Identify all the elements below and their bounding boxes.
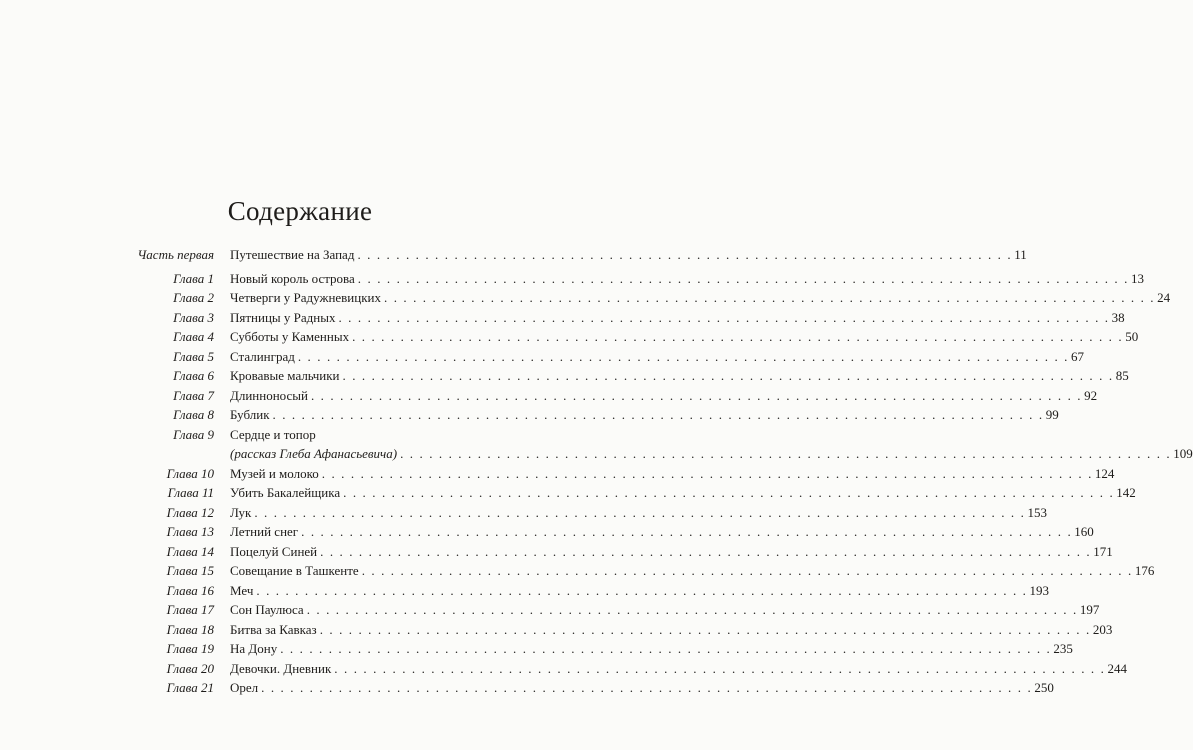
chapter-label: Глава 3 [173,309,214,325]
chapter-page-number: 244 [1107,660,1127,676]
part-page-number: 11 [1014,247,1027,262]
chapter-label: Глава 8 [173,407,214,422]
chapter-entry [230,639,1073,659]
toc-chapter-row [120,503,1047,523]
leader-dots: . . . . . . . . . . . . . . . . . . . . . . . . . . . . . . . . . . . . . . . . . . . . . . . . . . . . . . . . . . . . . . . . . . . . . . . . . . . . . . . . [301,524,1073,539]
chapter-title: Субботы у Каменных [230,329,350,344]
leader-dots: . . . . . . . . . . . . . . . . . . . . . . . . . . . . . . . . . . . . . . . . . . . . . . . . . . . . . . . . . . . . . . . . . . . . . . . . . . . . . . . . [400,446,1172,461]
chapter-entry [230,561,1155,581]
chapter-label: Глава 10 [166,465,214,481]
leader-dots: . . . . . . . . . . . . . . . . . . . . . . . . . . . . . . . . . . . . . . . . . . . . . . . . . . . . . . . . . . . . . . . . . . . . . . . . . . . . . . . . [334,660,1106,676]
chapter-title: Пятницы у Радных [230,309,336,325]
leader-dots: . . . . . . . . . . . . . . . . . . . . . . . . . . . . . . . . . . . . . . . . . . . . . . . . . . . . . . . . . . . . . . . . . . . . . . . . . . . . . . . . [297,348,1069,364]
chapter-label: Глава 14 [166,543,214,559]
chapter-page-number: 85 [1115,368,1129,383]
toc-chapter-row [120,522,1094,542]
leader-dots: . . . . . . . . . . . . . . . . . . . . . . . . . . . . . . . . . . . . . . . . . . . . . . . . . . . . . . . . . . . . . . . . . . . . . . . . . . . . . . . . [254,504,1026,520]
chapter-page-number: 67 [1071,348,1084,364]
toc-chapter-row [120,366,1129,386]
toc-chapter-row [120,600,1100,620]
toc-part-row [120,245,1027,265]
chapter-title: Девочки. Дневник [230,660,332,676]
toc-chapter-row [120,464,1115,484]
chapter-title: Орел [230,680,259,695]
toc-chapter-row [120,620,1113,640]
chapter-page-number: 193 [1029,582,1050,598]
chapter-entry [230,522,1094,542]
chapter-entry [230,464,1115,484]
leader-dots: . . . . . . . . . . . . . . . . . . . . . . . . . . . . . . . . . . . . . . . . . . . . . . . . . . . . . . . . . . . . . . . . . . . . . . . . . . . . . . . . [261,680,1033,695]
chapter-page-number: 203 [1092,621,1113,637]
chapter-label: Глава 2 [173,290,214,305]
toc-chapter-row [120,483,1136,503]
leader-dots: . . . . . . . . . . . . . . . . . . . . . . . . . . . . . . . . . . . . . . . . . . . . . . . . . . . . . . . . . . . . . . . . . . . . . . . . . . . . . . . . [321,465,1093,481]
chapter-label: Глава 18 [166,621,214,637]
chapter-label: Глава 5 [173,348,214,364]
leader-dots: . . . . . . . . . . . . . . . . . . . . . . . . . . . . . . . . . . . . . . . . . . . . . . . . . . . . . . . . . . . . . . . . . . . . . . . . . . . . . . . . [352,329,1124,344]
toc-chapter-row [120,561,1155,581]
chapter-label: Глава 21 [166,680,214,695]
toc-chapter-row [120,269,1144,289]
leader-dots: . . . . . . . . . . . . . . . . . . . . . . . . . . . . . . . . . . . . . . . . . . . . . . . . . . . . . . . . . . . . . . . . . . . . . . . . . . . . . . . . [384,290,1156,305]
toc-chapter-row [120,581,1050,601]
chapter-label: Глава 13 [166,524,214,539]
chapter-entry [230,444,1193,464]
chapter-page-number: 92 [1084,387,1098,403]
chapter-label: Глава 15 [166,563,214,578]
chapter-title: Длинноносый [230,387,308,403]
toc-chapter-row [120,386,1098,406]
chapter-page-number: 235 [1053,641,1073,656]
chapter-entry [230,405,1059,425]
chapter-page-number: 160 [1074,524,1094,539]
toc-chapter-row [120,542,1113,562]
toc-chapter-row [120,327,1139,347]
chapter-entry [230,327,1139,347]
chapter-title: Совещание в Ташкенте [230,563,359,578]
chapter-page-number: 250 [1034,680,1054,695]
leader-dots: . . . . . . . . . . . . . . . . . . . . . . . . . . . . . . . . . . . . . . . . . . . . . . . . . . . . . . . . . . . . . . . . . . . . . . . . . . . . . . . . [338,309,1110,325]
chapter-label: Глава 19 [166,641,214,656]
chapter-title: Новый король острова [230,270,355,286]
chapter-label: Глава 20 [166,660,214,676]
chapter-label: Глава 6 [173,368,214,383]
chapter-title: Бублик [230,407,270,422]
chapter-page-number: 197 [1079,602,1100,617]
chapter-entry [230,600,1100,620]
leader-dots: . . . . . . . . . . . . . . . . . . . . . . . . . . . . . . . . . . . . . . . . . . . . . . . . . . . . . . . . . . . . . . . . . . . . . . . . . . . . . . . . [256,582,1028,598]
chapter-label: Глава 11 [167,485,214,500]
part-entry [230,245,1027,265]
chapter-title: Меч [230,582,254,598]
chapter-entry [230,659,1127,679]
chapter-entry [230,581,1050,601]
chapter-label: Глава 9 [173,426,214,442]
chapter-subtitle: (рассказ Глеба Афанасьевича) [230,446,398,461]
toc-chapter-row [120,425,480,445]
chapter-label: Глава 12 [166,504,214,520]
leader-dots: . . . . . . . . . . . . . . . . . . . . . . . . . . . . . . . . . . . . . . . . . . . . . . . . . . . . . . . . . . . . . . . . . . . . . . . . . . . . . . . . [310,387,1083,403]
chapter-title: Убить Бакалейщика [230,485,341,500]
chapter-title: Лук [230,504,252,520]
leader-dots: . . . . . . . . . . . . . . . . . . . . . . . . . . . . . . . . . . . . . . . . . . . . . . . . . . . . . . . . . . . . . . . . . . . . . . . . . . . . . . . . [357,270,1129,286]
chapter-entry [230,386,1098,406]
chapter-label: Глава 16 [166,582,214,598]
chapter-title: Кровавые мальчики [230,368,340,383]
chapter-entry [230,366,1129,386]
chapter-entry [230,425,480,445]
chapter-title: Сердце и топор [230,426,316,442]
toc-chapter-row [120,659,1127,679]
chapter-title: Поцелуй Синей [230,543,318,559]
leader-dots: . . . . . . . . . . . . . . . . . . . . . . . . . . . . . . . . . . . . . . . . . . . . . . . . . . . . . . . . . . . . . . . . . . . . . . . . . . . . . . . . [342,368,1114,383]
toc-chapter-row [120,288,1171,308]
chapter-page-number: 153 [1027,504,1047,520]
part-label: Часть первая [137,247,214,262]
chapter-page-number: 50 [1125,329,1139,344]
chapter-title: Сталинград [230,348,295,364]
part-title: Путешествие на Запад [230,247,355,262]
leader-dots: . . . . . . . . . . . . . . . . . . . . . . . . . . . . . . . . . . . . . . . . . . . . . . . . . . . . . . . . . . . . . . . . . . . . . . . . . . . . . . . . [320,543,1092,559]
chapter-page-number: 13 [1130,270,1144,286]
chapter-entry [230,288,1171,308]
chapter-page-number: 176 [1134,563,1155,578]
chapter-entry [230,269,1144,289]
chapter-entry [230,678,1054,698]
chapter-title: Четверги у Радужневицких [230,290,381,305]
chapter-title: Музей и молоко [230,465,319,481]
toc-chapter-row [120,444,1193,464]
leader-dots: . . . . . . . . . . . . . . . . . . . . . . . . . . . . . . . . . . . . . . . . . . . . . . . . . . . . . . . . . . . . . . . . . . . . . . . . . . . . . . . . [280,641,1052,656]
leader-dots: . . . . . . . . . . . . . . . . . . . . . . . . . . . . . . . . . . . . . . . . . . . . . . . . . . . . . . . . . . . . . . . . . . . . [357,247,1013,262]
toc-chapter-row [120,347,1084,367]
leader-dots: . . . . . . . . . . . . . . . . . . . . . . . . . . . . . . . . . . . . . . . . . . . . . . . . . . . . . . . . . . . . . . . . . . . . . . . . . . . . . . . . [361,563,1133,578]
chapter-page-number: 171 [1093,543,1113,559]
chapter-page-number: 24 [1157,290,1171,305]
chapter-entry [230,620,1113,640]
chapter-title: Летний снег [230,524,299,539]
toc-chapter-row [120,639,1073,659]
page-title: Содержание [227,196,373,226]
chapter-title: Битва за Кавказ [230,621,317,637]
chapter-entry [230,542,1113,562]
chapter-label: Глава 1 [173,270,214,286]
leader-dots: . . . . . . . . . . . . . . . . . . . . . . . . . . . . . . . . . . . . . . . . . . . . . . . . . . . . . . . . . . . . . . . . . . . . . . . . . . . . . . . . [343,485,1115,500]
chapter-title: На Дону [230,641,278,656]
chapter-page-number: 124 [1094,465,1115,481]
toc-chapter-row [120,678,1054,698]
leader-dots: . . . . . . . . . . . . . . . . . . . . . . . . . . . . . . . . . . . . . . . . . . . . . . . . . . . . . . . . . . . . . . . . . . . . . . . . . . . . . . . . [272,407,1044,422]
chapter-entry [230,503,1047,523]
chapter-page-number: 38 [1111,309,1125,325]
chapter-label: Глава 17 [166,602,214,617]
chapter-entry [230,308,1125,328]
chapter-page-number: 109 [1173,446,1193,461]
table-of-contents [120,245,1193,698]
chapter-label: Глава 4 [173,329,214,344]
leader-dots: . . . . . . . . . . . . . . . . . . . . . . . . . . . . . . . . . . . . . . . . . . . . . . . . . . . . . . . . . . . . . . . . . . . . . . . . . . . . . . . . [306,602,1078,617]
toc-chapter-row [120,308,1125,328]
chapter-entry [230,483,1136,503]
chapter-label: Глава 7 [173,387,214,403]
toc-chapter-row [120,405,1059,425]
chapter-page-number: 99 [1045,407,1059,422]
chapter-page-number: 142 [1116,485,1136,500]
leader-dots: . . . . . . . . . . . . . . . . . . . . . . . . . . . . . . . . . . . . . . . . . . . . . . . . . . . . . . . . . . . . . . . . . . . . . . . . . . . . . . . . [319,621,1091,637]
chapter-title: Сон Паулюса [230,602,304,617]
chapter-entry [230,347,1084,367]
